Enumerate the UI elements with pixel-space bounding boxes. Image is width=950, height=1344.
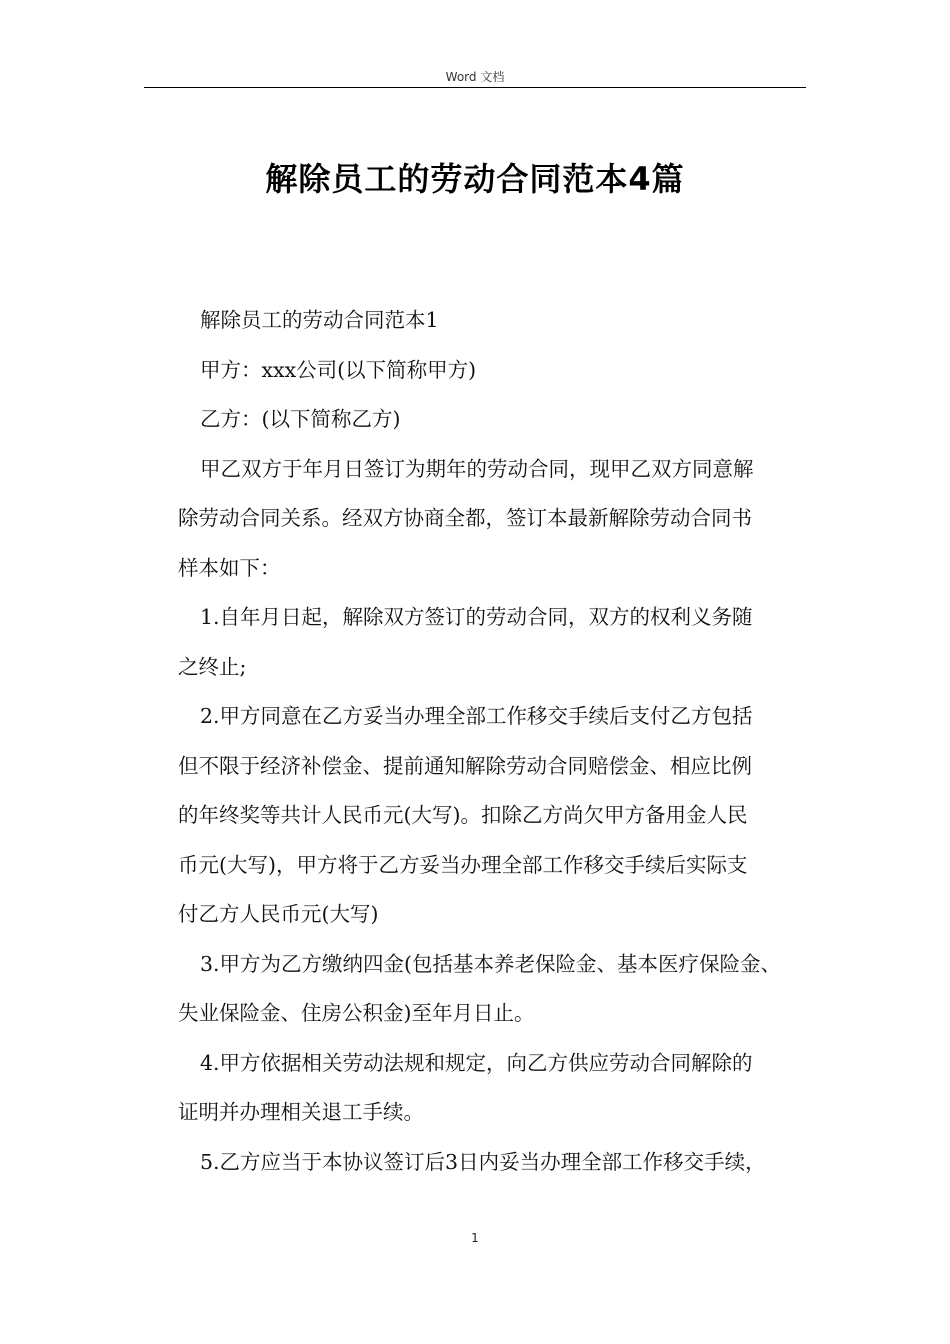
paragraph-line: 样本如下： [178, 555, 281, 580]
paragraph [178, 296, 814, 346]
paragraph-line: 除劳动合同关系。经双方协商全都，签订本最新解除劳动合同书 [178, 506, 752, 530]
paragraph [178, 593, 814, 692]
paragraph-line: 1.自年月日起，解除双方签订的劳动合同，双方的权利义务随 [200, 605, 753, 629]
paragraph [178, 1039, 814, 1138]
paragraph-line: 2.甲方同意在乙方妥当办理全部工作移交手续后支付乙方包括 [200, 704, 753, 728]
paragraph-line: 乙方：(以下简称乙方) [200, 407, 401, 431]
paragraph-line: 但不限于经济补偿金、提前通知解除劳动合同赔偿金、相应比例 [178, 753, 752, 778]
paragraph [178, 346, 814, 396]
paragraph-line: 4.甲方依据相关劳动法规和规定，向乙方供应劳动合同解除的 [200, 1050, 753, 1075]
paragraph-line: 币元(大写)，甲方将于乙方妥当办理全部工作移交手续后实际支 [178, 852, 748, 877]
paragraph-line: 证明并办理相关退工手续。 [178, 1100, 424, 1124]
header-rule [144, 87, 806, 88]
paragraph [178, 940, 814, 1039]
paragraph [178, 692, 814, 940]
paragraph-line: 的年终奖等共计人民币元(大写)。扣除乙方尚欠甲方备用金人民 [178, 803, 748, 827]
page-header: Word 文档 [445, 70, 505, 84]
paragraph [178, 1138, 814, 1188]
page-number: 1 [471, 1231, 479, 1245]
paragraph-line: 之终止; [178, 654, 247, 679]
paragraph-line: 失业保险金、住房公积金)至年月日止。 [178, 1001, 535, 1025]
paragraph-line: 5.乙方应当于本协议签订后3日内妥当办理全部工作移交手续， [200, 1149, 766, 1174]
paragraph [178, 445, 814, 594]
paragraph-line: 解除员工的劳动合同范本1 [200, 308, 439, 332]
document-body [178, 296, 814, 1187]
document-title: 解除员工的劳动合同范本4篇 [265, 160, 685, 198]
paragraph [178, 395, 814, 445]
paragraph-line: 3.甲方为乙方缴纳四金(包括基本养老保险金、基本医疗保险金、 [200, 951, 782, 976]
paragraph-line: 付乙方人民币元(大写) [178, 902, 379, 926]
paragraph-line: 甲乙双方于年月日签订为期年的劳动合同，现甲乙双方同意解 [200, 456, 754, 481]
paragraph-line: 甲方：xxx公司(以下简称甲方) [200, 357, 477, 382]
